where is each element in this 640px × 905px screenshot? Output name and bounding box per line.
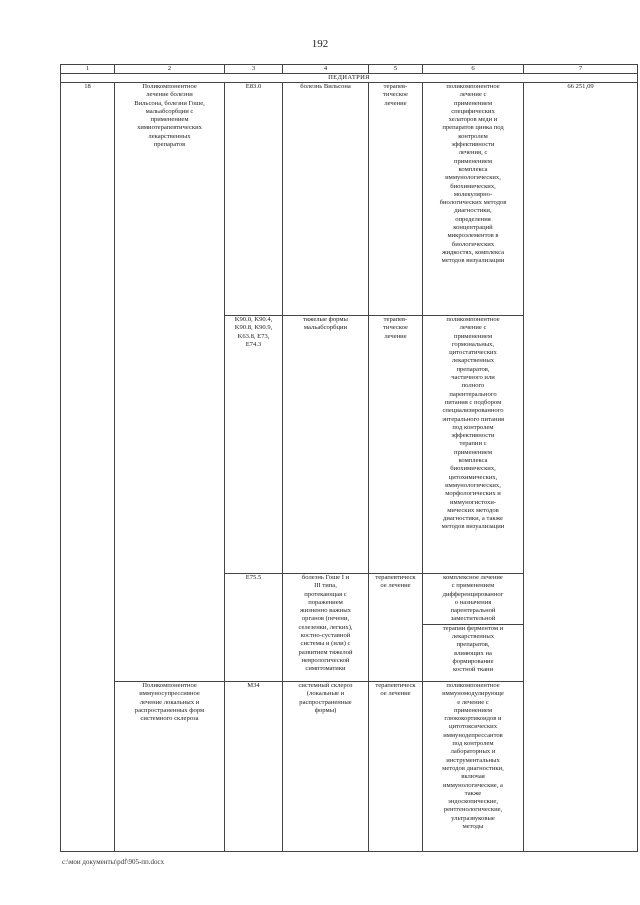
section-row bbox=[61, 74, 638, 83]
disease-code: E83.0 bbox=[225, 83, 283, 316]
column-header-2: 2 bbox=[115, 65, 225, 74]
column-header-6: 6 bbox=[423, 65, 524, 74]
disease-name: болезнь Вильсона bbox=[283, 83, 369, 316]
treatment-method: поликомпонентное лечение с применением гормональных, цитостатических лекарственных препаратов, частичного или полного парентерального питания с подбором специализированного энтерального питания под контролем эффективности терапии с применением комплекса биохимических, цитохимических, иммунологических, морфологических и иммуногистохи- мических методов диагностики, а также методов визуализации bbox=[423, 316, 524, 574]
row-number: 18 bbox=[61, 83, 115, 852]
section-title: ПЕДИАТРИЯ bbox=[61, 74, 638, 83]
disease-name: тяжелые формы мальабсорбции bbox=[283, 316, 369, 574]
column-header-7: 7 bbox=[524, 65, 638, 74]
treatment-method-part-2: терапии ферментом и лекарственных препаратов, влияющих на формирование костной ткани bbox=[442, 624, 504, 674]
treatment-method: поликомпонентное лечение с применением специфических хелаторов меди и препаратов цинка под контролем эффективности лечения, с применением комплекса иммунологических, биохимических, молекулярно- биологических методов диагностики, определения концентраций микроэлементов в биологических жидкостях, комплекса методов визуализации bbox=[423, 83, 524, 316]
treatment-method-part-1: комплексное лечение с применением дифференцированног о назначения парентеральной заместительной bbox=[423, 574, 523, 625]
file-path-footer: c:\мои документы\pdf\905-пп.docx bbox=[62, 858, 165, 866]
price: 66 251,09 bbox=[524, 83, 638, 852]
table-row bbox=[61, 83, 638, 316]
disease-name: болезнь Гоше I и III типа, протекающая с поражением жизненно важных органов (печени, селезенки, легких), костно-суставной системы и (или) с развитием тяжелой неврологической симптоматики bbox=[283, 574, 369, 682]
treatment-type: терапевтическ ое лечение bbox=[369, 574, 423, 682]
group-name-1: Поликомпонентное лечение болезни Вильсона, болезни Гоше, мальабсорбции с применением химиотерапевтических лекарственных препаратов bbox=[115, 83, 225, 682]
disease-code: K90.0, K90.4, K90.8, K90.9, K63.8, E73, E74.3 bbox=[225, 316, 283, 574]
disease-code: M34 bbox=[225, 682, 283, 852]
column-header-4: 4 bbox=[283, 65, 369, 74]
group-name-2: Поликомпонентное иммуносупрессивное лечение локальных и распространенных форм системного склероза bbox=[115, 682, 225, 852]
disease-name: системный склероз (локальные и распространенные формы) bbox=[283, 682, 369, 852]
treatment-method bbox=[423, 574, 524, 682]
disease-code: E75.5 bbox=[225, 574, 283, 682]
medical-care-table bbox=[60, 64, 638, 852]
column-header-1: 1 bbox=[61, 65, 115, 74]
treatment-type: терапевтическ ое лечение bbox=[369, 682, 423, 852]
treatment-type: терапев- тическое лечение bbox=[369, 316, 423, 574]
treatment-method: поликомпонентное иммуномодулирующе е лечение с применением глюкокортикоидов и цитотоксических иммунодепрессантов под контролем лабораторных и инструментальных методов диагностики, включая иммунологические, а также эндоскопические, рентгенологические, ультразвуковые методы bbox=[423, 682, 524, 852]
column-header-5: 5 bbox=[369, 65, 423, 74]
column-number-row bbox=[61, 65, 638, 74]
column-header-3: 3 bbox=[225, 65, 283, 74]
page-number: 192 bbox=[311, 38, 329, 50]
treatment-type: терапев- тическое лечение bbox=[369, 83, 423, 316]
